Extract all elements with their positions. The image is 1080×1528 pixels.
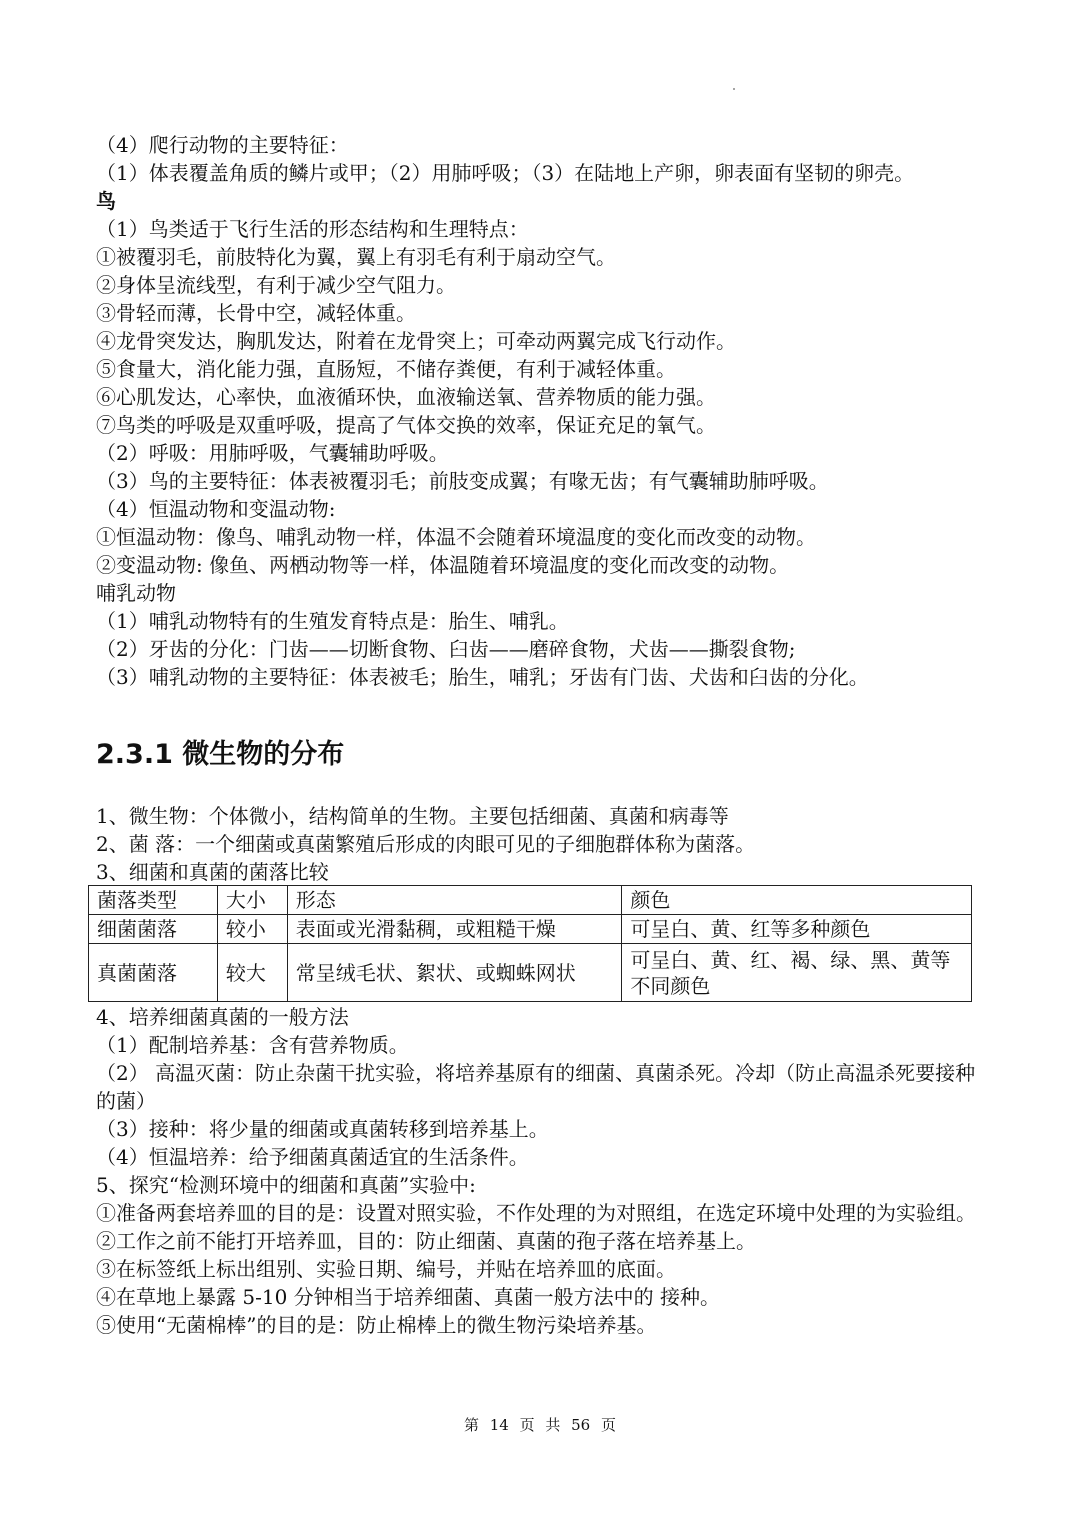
text-line: ③在标签纸上标出组别、实验日期、编号，并贴在培养皿的底面。	[96, 1257, 676, 1281]
text-line: ①被覆羽毛，前肢特化为翼，翼上有羽毛有利于扇动空气。	[96, 245, 616, 269]
table-cell: 可呈白、黄、红等多种颜色	[622, 915, 972, 944]
text-line: 1、微生物：个体微小，结构简单的生物。主要包括细菌、真菌和病毒等	[96, 804, 729, 828]
text-line: ④在草地上暴露 5-10 分钟相当于培养细菌、真菌一般方法中的 接种。	[96, 1285, 721, 1309]
table-cell: 表面或光滑黏稠，或粗糙干燥	[287, 915, 622, 944]
text-line: （4）恒温动物和变温动物:	[96, 497, 336, 521]
text-line: （2）呼吸：用肺呼吸，气囊辅助呼吸。	[96, 441, 449, 465]
table-header-cell: 菌落类型	[89, 886, 218, 915]
table-header-cell: 大小	[217, 886, 287, 915]
table-cell: 真菌菌落	[89, 944, 218, 1002]
table-row	[89, 915, 972, 944]
text-line: ④龙骨突发达，胸肌发达，附着在龙骨突上；可牵动两翼完成飞行动作。	[96, 329, 736, 353]
text-line: （4）恒温培养：给予细菌真菌适宜的生活条件。	[96, 1145, 529, 1169]
table-cell: 常呈绒毛状、絮状、或蜘蛛网状	[287, 944, 622, 1002]
text-line: ⑥心肌发达，心率快，血液循环快，血液输送氧、营养物质的能力强。	[96, 385, 716, 409]
table-header-cell: 形态	[287, 886, 622, 915]
section-heading: 2.3.1 微生物的分布	[96, 739, 345, 770]
text-line: （3）鸟的主要特征：体表被覆羽毛；前肢变成翼；有喙无齿；有气囊辅助肺呼吸。	[96, 469, 829, 493]
text-line: （4）爬行动物的主要特征：	[96, 133, 349, 157]
table-cell: 较大	[217, 944, 287, 1002]
text-line: 5、探究“检测环境中的细菌和真菌”实验中:	[96, 1173, 476, 1197]
text-line: （1）配制培养基：含有营养物质。	[96, 1033, 409, 1057]
text-line: （3）接种：将少量的细菌或真菌转移到培养基上。	[96, 1117, 549, 1141]
text-line: ⑦鸟类的呼吸是双重呼吸，提高了气体交换的效率，保证充足的氧气。	[96, 413, 716, 437]
culture-section	[96, 1003, 988, 1339]
text-line: ③骨轻而薄，长骨中空，减轻体重。	[96, 301, 416, 325]
table-cell: 可呈白、黄、红、褐、绿、黑、黄等不同颜色	[622, 944, 972, 1002]
mammal-title: 哺乳动物	[96, 581, 176, 605]
text-line: ②工作之前不能打开培养皿，目的：防止细菌、真菌的孢子落在培养基上。	[96, 1229, 756, 1253]
bird-title: 鸟	[96, 189, 116, 213]
colony-comparison-table	[88, 885, 972, 1002]
scan-dot	[733, 88, 735, 90]
text-line: （3）哺乳动物的主要特征：体表被毛；胎生，哺乳；牙齿有门齿、犬齿和臼齿的分化。	[96, 665, 869, 689]
table-cell: 细菌菌落	[89, 915, 218, 944]
page-footer: 第 14 页 共 56 页	[463, 1416, 616, 1434]
text-line: ⑤食量大，消化能力强，直肠短，不储存粪便，有利于减轻体重。	[96, 357, 676, 381]
text-line: （2） 高温灭菌：防止杂菌干扰实验，将培养基原有的细菌、真菌杀死。冷却（防止高温杀死要接种的菌）	[96, 1061, 976, 1113]
table-header-cell: 颜色	[622, 886, 972, 915]
text-line: ②身体呈流线型，有利于减少空气阻力。	[96, 273, 456, 297]
table-header-row	[89, 886, 972, 915]
text-line: （2）牙齿的分化：门齿——切断食物、臼齿——磨碎食物，犬齿——撕裂食物;	[96, 637, 796, 661]
text-line: ①准备两套培养皿的目的是：设置对照实验，不作处理的为对照组，在选定环境中处理的为实验组。	[96, 1201, 976, 1225]
reptile-section	[96, 131, 996, 691]
text-line: ②变温动物: 像鱼、两栖动物等一样，体温随着环境温度的变化而改变的动物。	[96, 553, 790, 577]
text-line: ①恒温动物：像鸟、哺乳动物一样，体温不会随着环境温度的变化而改变的动物。	[96, 525, 816, 549]
text-line: 4、培养细菌真菌的一般方法	[96, 1005, 349, 1029]
table-cell: 较小	[217, 915, 287, 944]
text-line: （1）哺乳动物特有的生殖发育特点是：胎生、哺乳。	[96, 609, 569, 633]
text-line: 2、菌 落：一个细菌或真菌繁殖后形成的肉眼可见的子细胞群体称为菌落。	[96, 832, 756, 856]
text-line: 3、细菌和真菌的菌落比较	[96, 860, 329, 884]
text-line: ⑤使用“无菌棉棒”的目的是：防止棉棒上的微生物污染培养基。	[96, 1313, 657, 1337]
text-line: （1）体表覆盖角质的鳞片或甲；（2）用肺呼吸；（3）在陆地上产卵，卵表面有坚韧的卵壳。	[96, 161, 915, 185]
micro-intro	[96, 802, 996, 886]
table-row	[89, 944, 972, 1002]
text-line: （1）鸟类适于飞行生活的形态结构和生理特点：	[96, 217, 529, 241]
